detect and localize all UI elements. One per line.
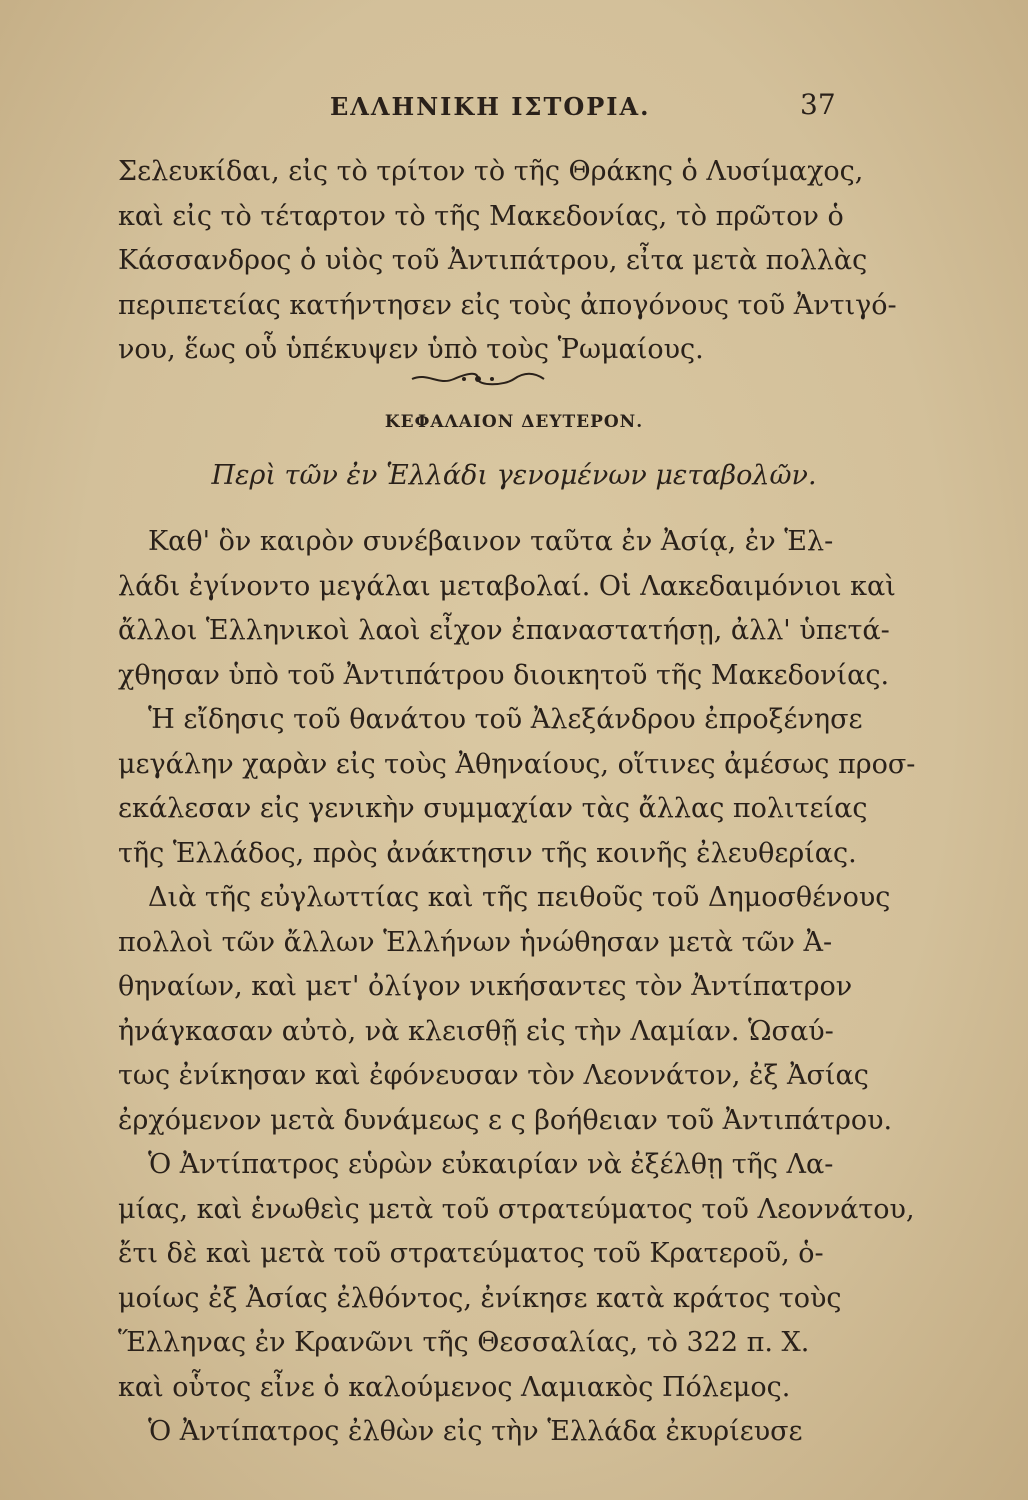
text-line: Ὁ Ἀντίπατρος ἐλθὼν εἰς τὴν Ἑλλάδα ἐκυρίευσε — [148, 1416, 803, 1447]
text-line: χθησαν ὑπὸ τοῦ Ἀντιπάτρου διοικητοῦ τῆς Μακεδονίας. — [118, 659, 890, 691]
text-line: θηναίων, καὶ μετ' ὀλίγον νικήσαντες τὸν Ἀντίπατρον — [118, 971, 853, 1002]
text-line: τῆς Ἑλλάδος, πρὸς ἀνάκτησιν τῆς κοινῆς ἐλευθερίας. — [118, 837, 857, 869]
running-title: ΕΛΛΗΝΙΚΗ ΙΣΤΟΡΙΑ. — [330, 92, 651, 121]
text-line: περιπετείας κατήντησεν εἰς τοὺς ἀπογόνους τοῦ Ἀντιγό- — [118, 289, 897, 321]
text-line: πολλοὶ τῶν ἄλλων Ἑλλήνων ἡνώθησαν μετὰ τῶν Ἀ- — [118, 926, 833, 958]
text-line: λάδι ἐγίνοντο μεγάλαι μεταβολαί. Οἱ Λακεδαιμόνιοι καὶ — [118, 570, 896, 602]
text-line: εκάλεσαν εἰς γενικὴν συμμαχίαν τὰς ἄλλας πολιτείας — [118, 793, 868, 824]
text-line: τως ἐνίκησαν καὶ ἐφόνευσαν τὸν Λεοννάτον, ἐξ Ἀσίας — [118, 1060, 869, 1091]
intro-paragraph — [118, 150, 897, 373]
text-line: Καθ' ὃν καιρὸν συνέβαινον ταῦτα ἐν Ἀσίᾳ, ἐν Ἑλ- — [148, 526, 834, 557]
text-line: Κάσσανδρος ὁ υἱὸς τοῦ Ἀντιπάτρου, εἶτα μετὰ πολλὰς — [118, 245, 868, 276]
text-line: καὶ εἰς τὸ τέταρτον τὸ τῆς Μακεδονίας, τὸ πρῶτον ὁ — [118, 200, 844, 232]
text-line: Σελευκίδαι, εἰς τὸ τρίτον τὸ τῆς Θράκης ὁ Λυσίμαχος, — [118, 156, 864, 187]
chapter-title: Περὶ τῶν ἐν Ἑλλάδι γενομένων μεταβολῶν. — [211, 460, 817, 491]
text-line: μεγάλην χαρὰν εἰς τοὺς Ἀθηναίους, οἵτινες ἀμέσως προσ- — [118, 748, 916, 780]
text-line: ἄλλοι Ἑλληνικοὶ λαοὶ εἶχον ἐπαναστατήσῃ, ἀλλ' ὑπετά- — [118, 615, 890, 646]
text-line: καὶ οὗτος εἶνε ὁ καλούμενος Λαμιακὸς Πόλεμος. — [118, 1371, 791, 1403]
text-line: Ἕλληνας ἐν Κρανῶνι τῆς Θεσσαλίας, τὸ 322 π. Χ. — [118, 1327, 810, 1358]
text-line: ἐρχόμενον μετὰ δυνάμεως ε ς βοήθειαν τοῦ Ἀντιπάτρου. — [118, 1104, 893, 1136]
ornament-divider — [408, 368, 548, 390]
page-number: 37 — [800, 88, 836, 121]
body-text — [118, 520, 916, 1455]
text-line: ἔτι δὲ καὶ μετὰ τοῦ στρατεύματος τοῦ Κρατεροῦ, ὁ- — [118, 1238, 824, 1269]
text-line: Διὰ τῆς εὐγλωττίας καὶ τῆς πειθοῦς τοῦ Δημοσθένους — [148, 882, 891, 913]
text-line: μοίως ἐξ Ἀσίας ἐλθόντος, ἐνίκησε κατὰ κράτος τοὺς — [118, 1282, 842, 1314]
text-line: ἠνάγκασαν αὐτὸ, νὰ κλεισθῇ εἰς τὴν Λαμίαν. Ὡσαύ- — [118, 1015, 834, 1047]
text-line: Ἡ εἴδησις τοῦ θανάτου τοῦ Ἀλεξάνδρου ἐπροξένησε — [148, 704, 863, 735]
chapter-heading: ΚΕΦΑΛΑΙΟΝ ΔΕΥΤΕΡΟΝ. — [384, 412, 644, 432]
text-line: μίας, καὶ ἑνωθεὶς μετὰ τοῦ στρατεύματος τοῦ Λεοννάτου, — [118, 1193, 915, 1225]
text-line: Ὁ Ἀντίπατρος εὑρὼν εὐκαιρίαν νὰ ἐξέλθῃ τῆς Λα- — [148, 1149, 834, 1180]
text-line: νου, ἕως οὗ ὑπέκυψεν ὑπὸ τοὺς Ῥωμαίους. — [118, 334, 704, 365]
